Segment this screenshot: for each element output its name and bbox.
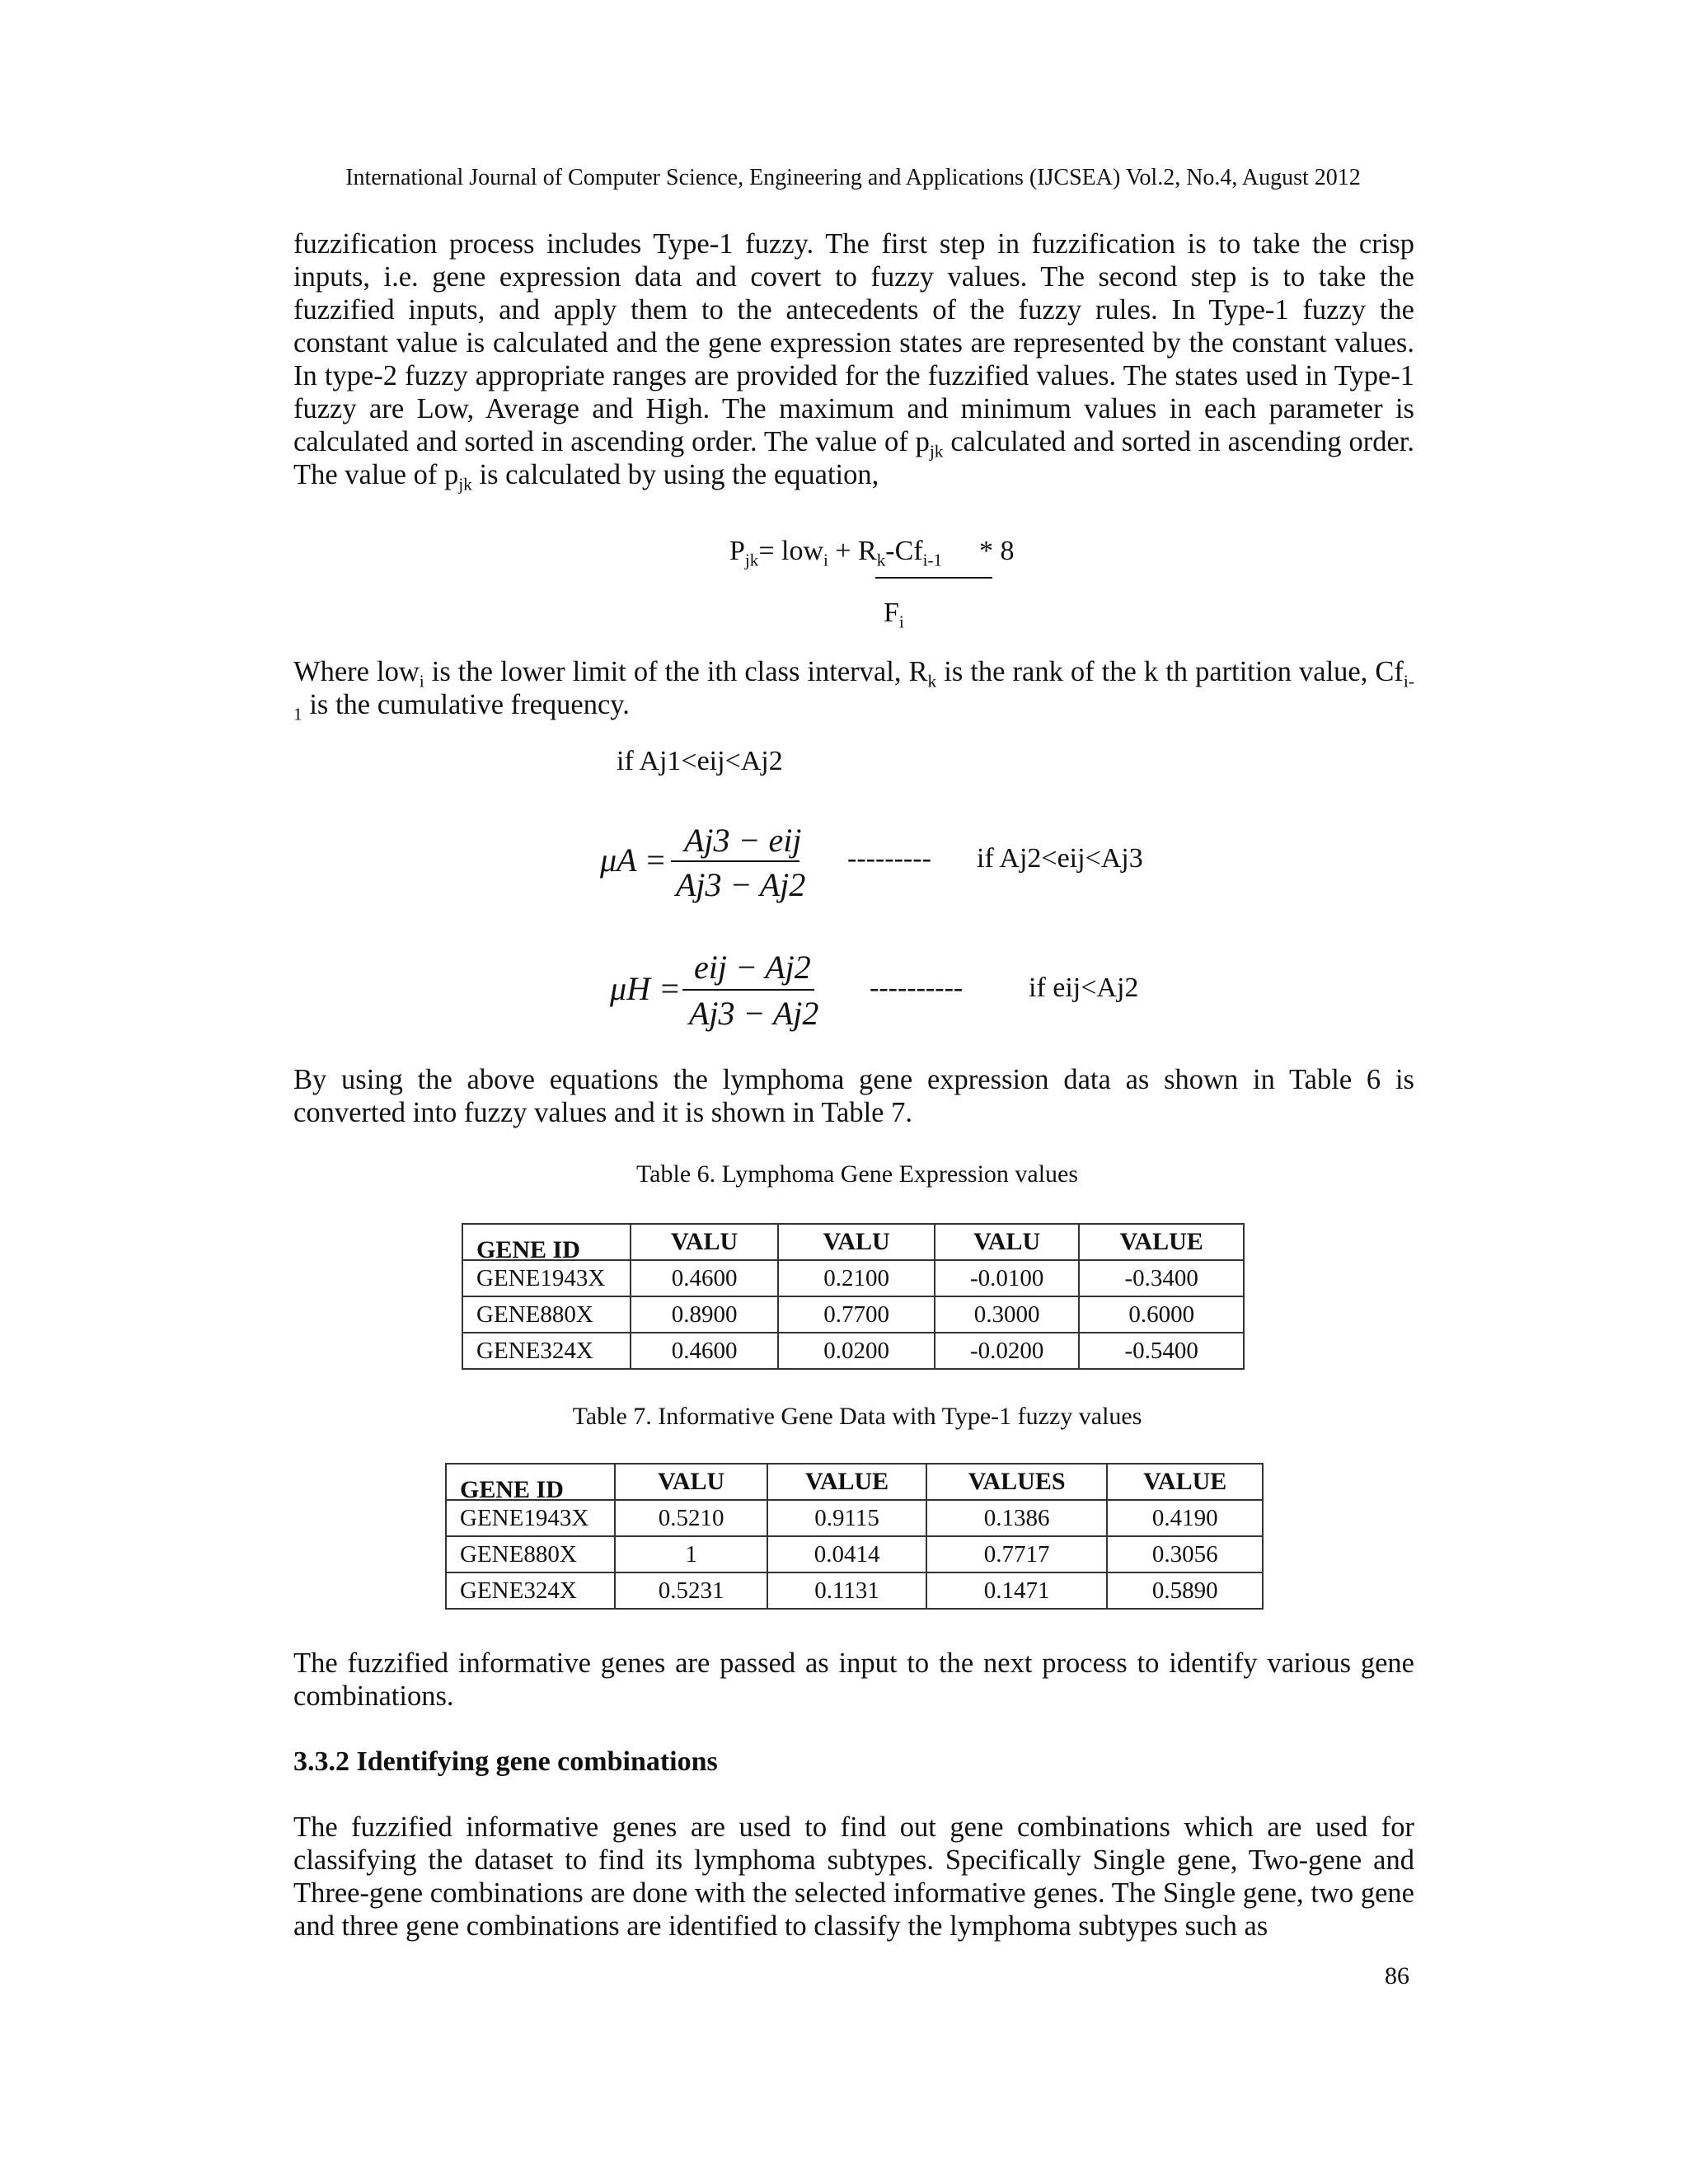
table7 [445, 1463, 1264, 1610]
mu-a-numerator: Aj3 − eij [684, 822, 802, 859]
table-cell: 0.2100 [778, 1260, 934, 1296]
table-cell: 1 [615, 1536, 767, 1572]
dashes-h: ---------- [870, 972, 964, 1003]
condition-high: if eij<Aj2 [1029, 972, 1139, 1003]
table-cell: -0.0200 [935, 1333, 1080, 1369]
table-cell: GENE324X [462, 1333, 631, 1369]
table-cell: 0.7700 [778, 1296, 934, 1333]
mu-a-denominator: Aj3 − Aj2 [676, 866, 806, 903]
paragraph-fuzzified-genes: The fuzzified informative genes are passed as input to the next process to identify various gene combinations. [293, 1647, 1414, 1712]
table-row [446, 1572, 1263, 1609]
table7-header-cell: VALUE [767, 1464, 926, 1500]
table6-header-row [462, 1224, 1244, 1260]
paragraph-gene-combinations: The fuzzified informative genes are used to find out gene combinations which are used for classifying the dataset to find its lymphoma subtypes. Specifically Single gene, Two-gene and Three-gene combinations are done with the selected informative genes. The Single gene, two gene and three gene combinations are identified to classify the lymphoma subtypes such as [293, 1811, 1414, 1942]
table-cell: 0.1131 [767, 1572, 926, 1609]
mu-h-numerator: eij − Aj2 [694, 949, 811, 986]
mu-a-label: μA = [600, 841, 667, 879]
table-cell: 0.3056 [1107, 1536, 1263, 1572]
table-cell: GENE1943X [446, 1500, 615, 1536]
journal-header: International Journal of Computer Science, Engineering and Applications (IJCSEA) Vol.2, No.4, August 2012 [345, 165, 1361, 190]
table-cell: GENE880X [462, 1296, 631, 1333]
table6-header-cell: GENE ID [462, 1224, 631, 1260]
table-cell: 0.3000 [935, 1296, 1080, 1333]
table-row [462, 1260, 1244, 1296]
table7-header-cell: GENE ID [446, 1464, 615, 1500]
table-cell: -0.5400 [1079, 1333, 1244, 1369]
table-cell: 0.0414 [767, 1536, 926, 1572]
equation-pjk: $P_{jk}= low_i + R_k-Cf_{i-1}$ [729, 536, 943, 570]
table7-header-row [446, 1464, 1263, 1500]
table6-header-cell: VALU [631, 1224, 779, 1260]
paragraph-where: Where low$_i$ is the lower limit of the ith class interval, $R_k$ is the rank of the k th partition value, $Cf_{i-1}$ is the cumulative frequency. [293, 656, 1414, 724]
condition-average: if Aj2<eij<Aj3 [977, 843, 1143, 874]
table-cell: 0.4600 [631, 1333, 779, 1369]
equation-multiplier: * 8 [979, 536, 1015, 566]
table-cell: 0.5210 [615, 1500, 767, 1536]
table-cell: GENE1943X [462, 1260, 631, 1296]
table-cell: 0.0200 [778, 1333, 934, 1369]
table-cell: 0.8900 [631, 1296, 779, 1333]
table-row [462, 1296, 1244, 1333]
mu-a-fraction-bar [671, 860, 799, 862]
table-row [462, 1333, 1244, 1369]
table6-header-cell: VALUE [1079, 1224, 1244, 1260]
table-cell: -0.0100 [935, 1260, 1080, 1296]
table-cell: 0.6000 [1079, 1296, 1244, 1333]
table-cell: 0.4600 [631, 1260, 779, 1296]
page-number: 86 [1385, 1962, 1409, 1990]
table-cell: 0.4190 [1107, 1500, 1263, 1536]
table6-header-cell: VALU [778, 1224, 934, 1260]
table6-caption: Table 6. Lymphoma Gene Expression values [635, 1160, 1079, 1188]
table7-header-cell: VALUE [1107, 1464, 1263, 1500]
mu-h-label: μH = [610, 970, 681, 1007]
table-row [446, 1500, 1263, 1536]
equation-denominator: $F_i$ [884, 598, 904, 632]
table-row [446, 1536, 1263, 1572]
condition-low: if Aj1<eij<Aj2 [617, 746, 783, 776]
table7-header-cell: VALUES [926, 1464, 1108, 1500]
table7-header-cell: VALU [615, 1464, 767, 1500]
dashes-a: --------- [847, 843, 931, 874]
table-cell: 0.9115 [767, 1500, 926, 1536]
table-cell: 0.7717 [926, 1536, 1108, 1572]
table-cell: -0.3400 [1079, 1260, 1244, 1296]
table-cell: 0.1471 [926, 1572, 1108, 1609]
table-cell: 0.5231 [615, 1572, 767, 1609]
table7-caption: Table 7. Informative Gene Data with Type-1 fuzzy values [572, 1403, 1142, 1430]
fraction-bar [875, 577, 992, 579]
mu-h-denominator: Aj3 − Aj2 [689, 995, 819, 1032]
table6 [462, 1223, 1245, 1370]
paragraph-fuzzification: fuzzification process includes Type-1 fuzzy. The first step in fuzzification is to take the crisp inputs, i.e. gene expression data and covert to fuzzy values. The second step is to take the fuzzified inputs, and apply them to the antecedents of the fuzzy rules. In Type-1 fuzzy the constant value is calculated and the gene expression states are represented by the constant values. In type-2 fuzzy appropriate ranges are provided for the fuzzified values. The states used in Type-1 fuzzy are Low, Average and High. The maximum and minimum values in each parameter is calculated and sorted in ascending order. The value of $p_{jk}$ calculated and sorted in ascending order. The value of $p_{jk}$ is calculated by using the equation, [293, 228, 1414, 494]
paragraph-conversion: By using the above equations the lymphoma gene expression data as shown in Table 6 is converted into fuzzy values and it is shown in Table 7. [293, 1064, 1414, 1128]
table-cell: GENE880X [446, 1536, 615, 1572]
mu-h-fraction-bar [682, 989, 814, 991]
table6-header-cell: VALU [935, 1224, 1080, 1260]
section-heading: 3.3.2 Identifying gene combinations [293, 1746, 718, 1777]
table-cell: 0.1386 [926, 1500, 1108, 1536]
table-cell: GENE324X [446, 1572, 615, 1609]
table-cell: 0.5890 [1107, 1572, 1263, 1609]
